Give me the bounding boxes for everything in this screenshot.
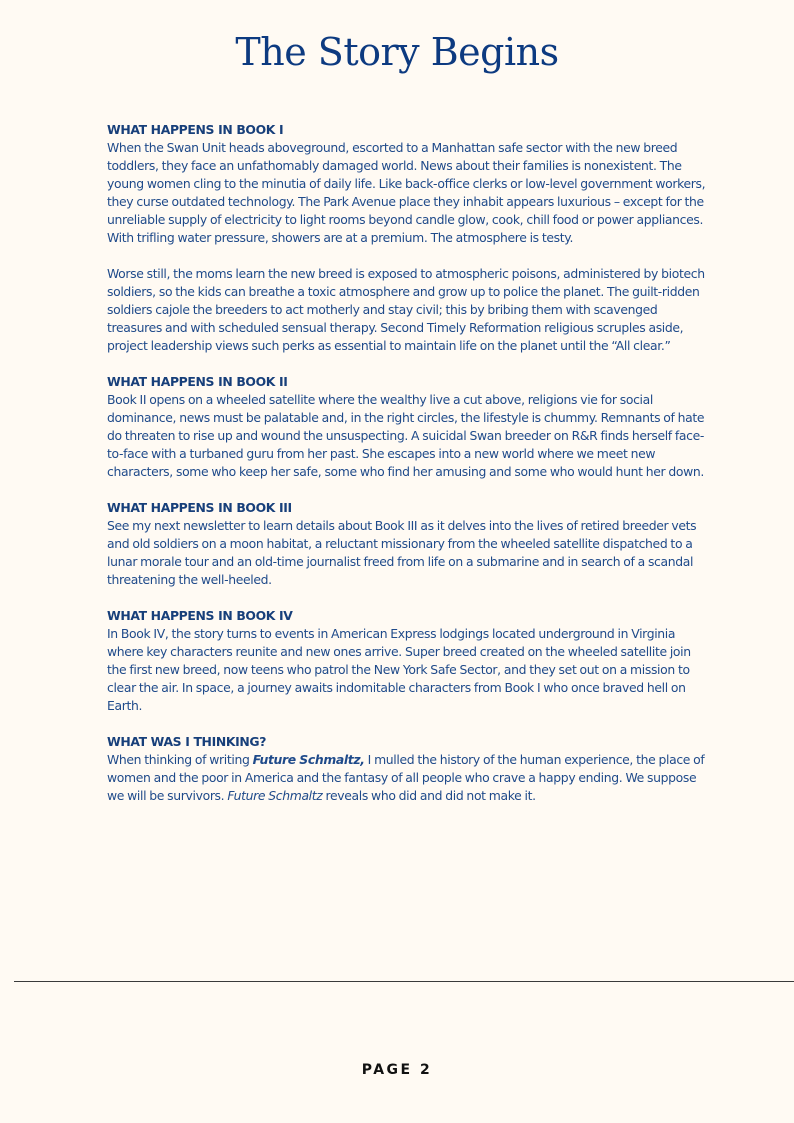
section-book-4	[107, 607, 707, 715]
book-title: Future Schmaltz	[227, 788, 323, 803]
paragraph: Book II opens on a wheeled satellite where the wealthy live a cut above, religions vie for social dominance, news must be palatable and, in the right circles, the lifestyle is chummy. Remnants of hate do threaten to rise up and wound the unsuspecting. A suicidal Swan breeder on R&R finds herself face-to-face with a turbaned guru from her past. She escapes into a new world where we meet new characters, some who keep her safe, some who find her amusing and some who would hunt her down.	[107, 392, 705, 479]
section-book-1	[107, 121, 707, 355]
section-book-3	[107, 499, 707, 589]
section-heading: WHAT WAS I THINKING?	[107, 734, 267, 749]
section-heading: WHAT HAPPENS IN BOOK IV	[107, 608, 293, 623]
text-run: reveals who did and did not make it.	[322, 788, 536, 803]
section-heading: WHAT HAPPENS IN BOOK II	[107, 374, 288, 389]
page-number: PAGE 2	[361, 1062, 433, 1078]
footer-divider	[14, 981, 794, 982]
paragraph	[107, 751, 707, 805]
paragraph: Worse still, the moms learn the new breed is exposed to atmospheric poisons, administered by biotech soldiers, so the kids can breathe a toxic atmosphere and grow up to police the planet. The guilt-ridden soldiers cajole the breeders to act motherly and stay civil; this by bribing them with scavenged treasures and with scheduled sensual therapy. Second Timely Reformation religious scruples aside, project leadership views such perks as essential to maintain life on the planet until the “All clear.”	[107, 266, 705, 353]
section-heading: WHAT HAPPENS IN BOOK I	[107, 122, 284, 137]
section-thinking	[107, 733, 707, 805]
main-content	[107, 121, 707, 823]
paragraph: See my next newsletter to learn details about Book III as it delves into the lives of retired breeder vets and old soldiers on a moon habitat, a reluctant missionary from the wheeled satellite dispatched to a lunar morale tour and an old-time journalist freed from life on a submarine and in search of a scandal threatening the well-heeled.	[107, 518, 697, 587]
paragraph: When the Swan Unit heads aboveground, escorted to a Manhattan safe sector with the new breed toddlers, they face an unfathomably damaged world. News about their families is nonexistent. The young women cling to the minutia of daily life. Like back-office clerks or low-level government workers, they curse outdated technology. The Park Avenue place they inhabit appears luxurious – except for the unreliable supply of electricity to light rooms beyond candle glow, cook, chill food or power appliances. With trifling water pressure, showers are at a premium. The atmosphere is testy.	[107, 140, 706, 245]
section-heading: WHAT HAPPENS IN BOOK III	[107, 500, 292, 515]
text-run: When thinking of writing	[107, 752, 253, 767]
book-title-emphasis: Future Schmaltz,	[252, 752, 365, 767]
page-title: The Story Begins	[235, 30, 559, 74]
text-run: I mulled the history of the human experience, the place of women and the poor in America and the fantasy of all people who crave a happy ending. We suppose we will be survivors.	[107, 752, 705, 803]
section-book-2	[107, 373, 707, 481]
paragraph: In Book IV, the story turns to events in American Express lodgings located underground in Virginia where key characters reunite and new ones arrive. Super breed created on the wheeled satellite join the first new breed, now teens who patrol the New York Safe Sector, and they set out on a mission to clear the air. In space, a journey awaits indomitable characters from Book I who once braved hell on Earth.	[107, 626, 691, 713]
